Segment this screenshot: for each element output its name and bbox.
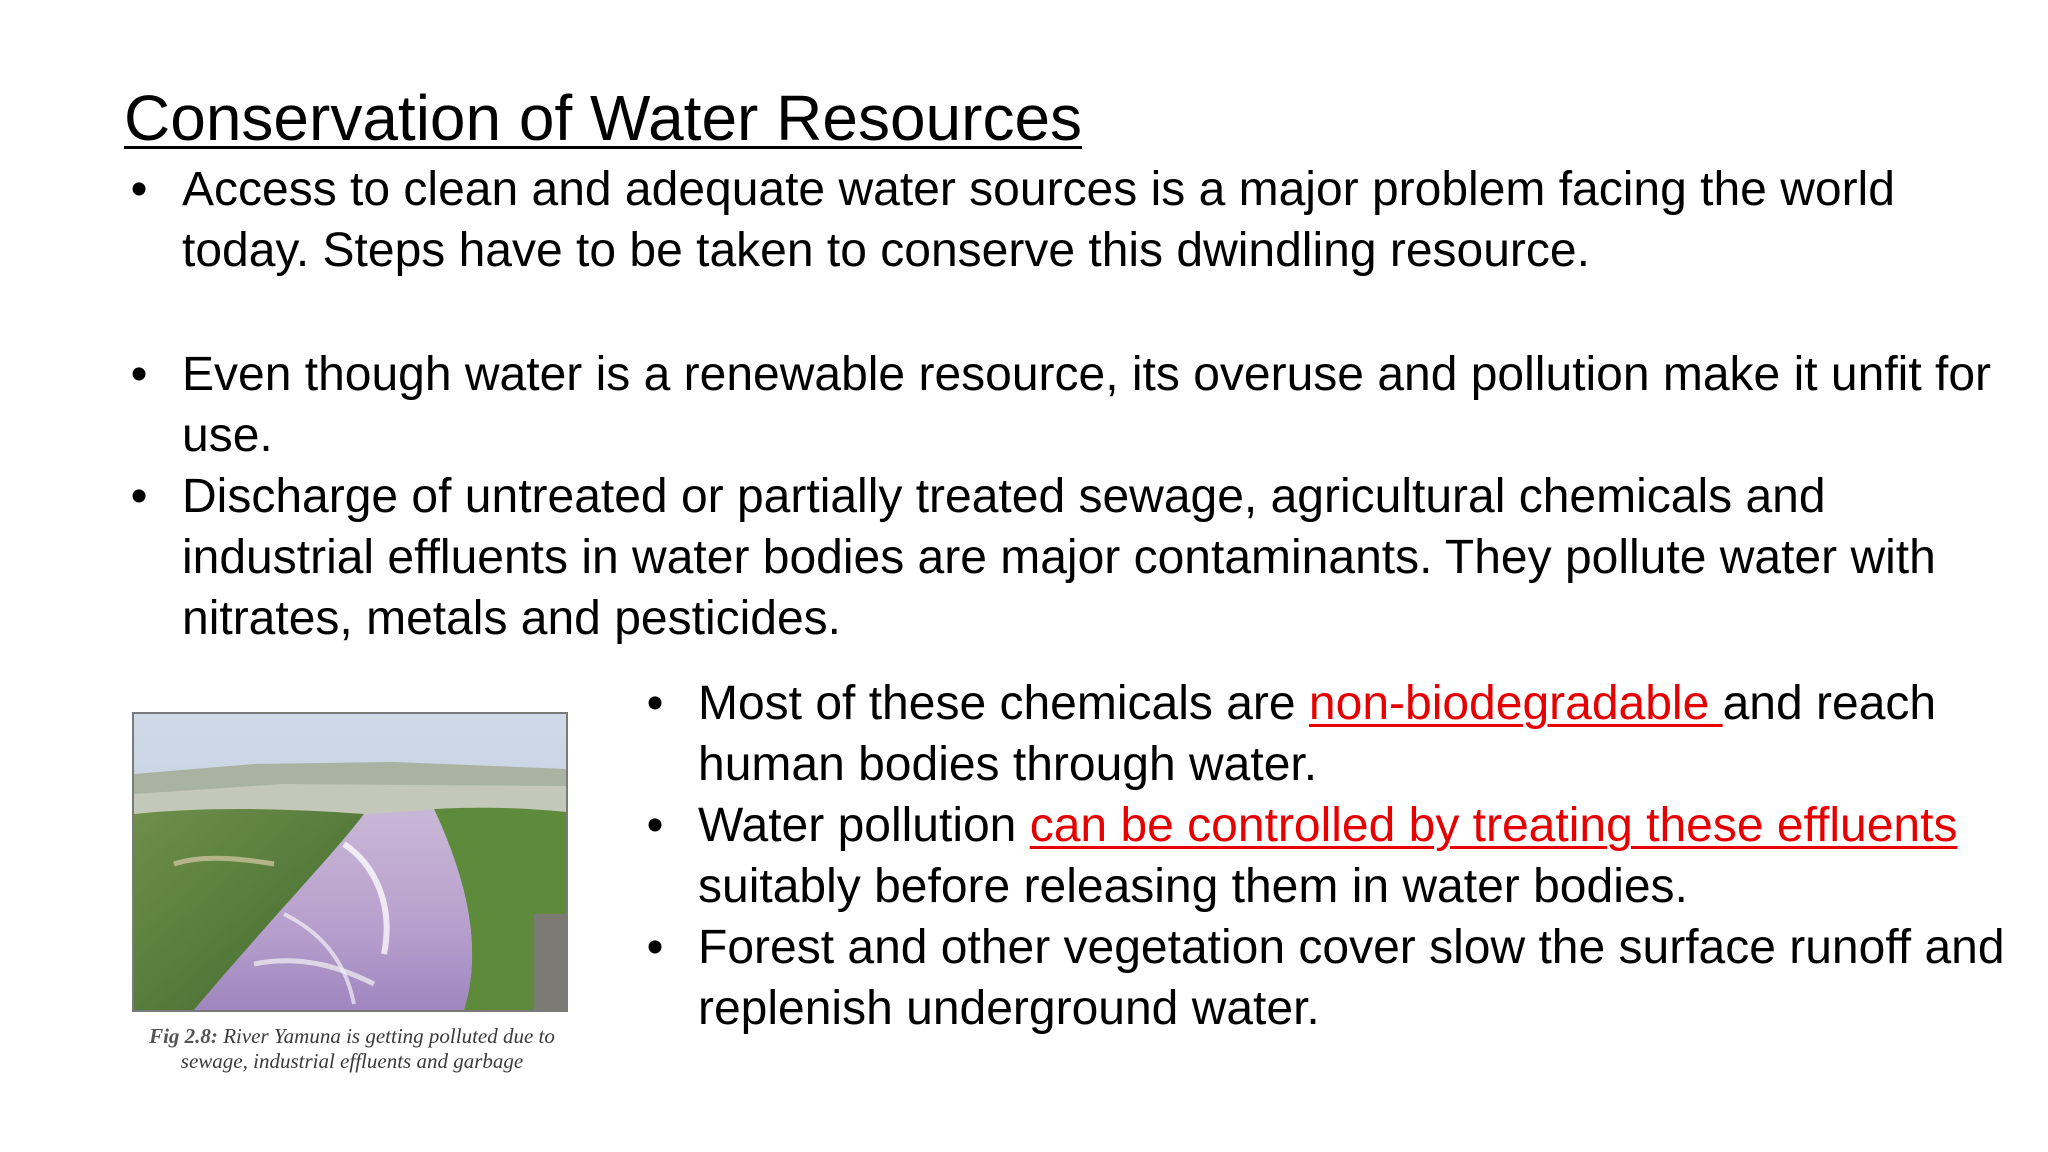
bullet-text: Forest and other vegetation cover slow the surface runoff and replenish underground water. <box>698 921 2005 1035</box>
highlighted-phrase: can be controlled by treating these effluents <box>1029 799 1958 852</box>
slide-title: Conservation of Water Resources <box>124 82 1083 154</box>
bullet-icon: • <box>646 921 664 974</box>
bullet-icon: • <box>130 470 148 523</box>
figure-caption-text: River Yamuna is getting polluted due to sewage, industrial effluents and garbage <box>180 1024 555 1073</box>
bullet-icon: • <box>130 163 148 216</box>
bullet-item <box>124 159 2004 281</box>
highlighted-term: non-biodegradable <box>1308 677 1723 730</box>
bullet-item <box>640 917 2020 1039</box>
bullet-text: Access to clean and adequate water sources is a major problem facing the world today. Steps have to be taken to conserve this dwindling resource. <box>182 163 1895 277</box>
figure-caption <box>122 1024 582 1074</box>
bullet-icon: • <box>646 799 664 852</box>
bullet-text-after: and reach human bodies through water. <box>698 677 1937 791</box>
bottom-bullet-list <box>640 673 2020 1039</box>
figure-label: Fig 2.8: <box>149 1024 218 1048</box>
bullet-text: Even though water is a renewable resource, its overuse and pollution make it unfit for use. <box>182 348 1991 462</box>
polluted-river-image <box>134 714 566 1010</box>
bullet-text-after: suitably before releasing them in water bodies. <box>698 860 1688 913</box>
bullet-item <box>640 795 2020 917</box>
bullet-text-before: Most of these chemicals are <box>698 677 1309 730</box>
bullet-text-before: Water pollution <box>698 799 1030 852</box>
bullet-text: Discharge of untreated or partially treated sewage, agricultural chemicals and industrial effluents in water bodies are major contaminants. They pollute water with nitrates, metals and pesticides. <box>182 470 1936 645</box>
bullet-icon: • <box>130 348 148 401</box>
bullet-item <box>124 466 2004 649</box>
bullet-item <box>124 344 2004 466</box>
bullet-item <box>640 673 2020 795</box>
river-photo <box>132 712 568 1012</box>
top-bullet-list <box>124 159 2004 649</box>
bullet-icon: • <box>646 677 664 730</box>
